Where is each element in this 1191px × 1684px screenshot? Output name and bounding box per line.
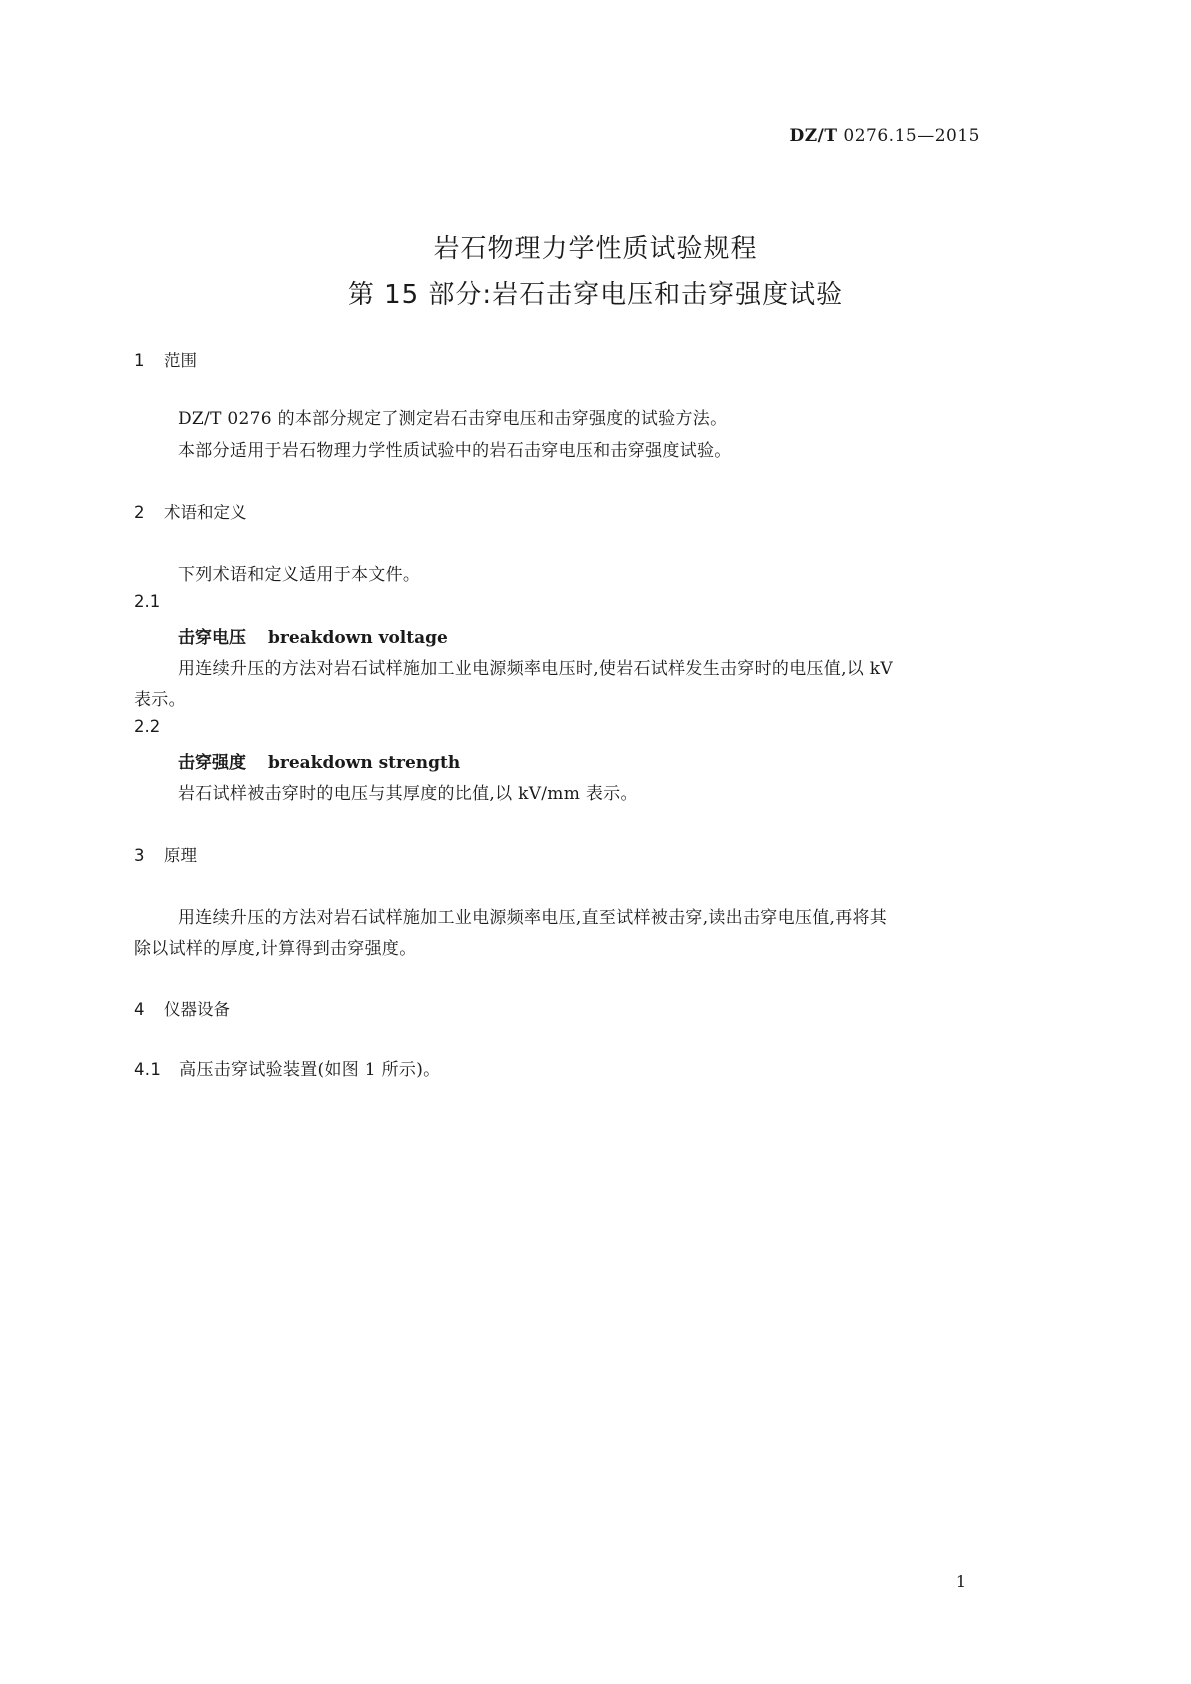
section-2-intro: 下列术语和定义适用于本文件。 <box>178 565 421 585</box>
section-1-paragraph-2: 本部分适用于岩石物理力学性质试验中的岩石击穿电压和击穿强度试验。 <box>178 441 732 461</box>
section-1-heading <box>134 347 197 371</box>
section-number: 3 <box>134 846 145 865</box>
section-title: 原理 <box>164 846 197 865</box>
section-title: 术语和定义 <box>164 503 247 522</box>
term-2-1-definition: 用连续升压的方法对岩石试样施加工业电源频率电压时,使岩石试样发生击穿时的电压值,以 kV <box>178 659 893 679</box>
section-number: 2 <box>134 503 145 522</box>
standard-code-number: 0276.15—2015 <box>843 126 980 146</box>
section-number: 4 <box>134 1000 145 1019</box>
standard-code-prefix: DZ/T <box>789 126 838 146</box>
document-title: 岩石物理力学性质试验规程 <box>433 234 758 264</box>
standard-code <box>790 126 981 146</box>
term-zh: 击穿电压 <box>178 628 246 648</box>
section-1-paragraph-1: DZ/T 0276 的本部分规定了测定岩石击穿电压和击穿强度的试验方法。 <box>178 409 728 429</box>
section-3-paragraph: 用连续升压的方法对岩石试样施加工业电源频率电压,直至试样被击穿,读出击穿电压值,再将其 <box>178 908 888 928</box>
term-2-1 <box>178 623 448 648</box>
section-3-paragraph-cont: 除以试样的厚度,计算得到击穿强度。 <box>134 939 417 959</box>
term-2-2-number: 2.2 <box>134 717 161 736</box>
section-3-heading <box>134 842 197 866</box>
section-title: 范围 <box>164 351 197 370</box>
page-number: 1 <box>955 1572 966 1591</box>
document-subtitle: 第 15 部分:岩石击穿电压和击穿强度试验 <box>347 280 844 310</box>
term-2-1-number: 2.1 <box>134 592 161 611</box>
item-text: 高压击穿试验装置(如图 1 所示)。 <box>179 1060 441 1080</box>
term-en: breakdown strength <box>268 753 461 773</box>
item-number: 4.1 <box>134 1060 162 1079</box>
term-en: breakdown voltage <box>268 628 448 648</box>
term-2-1-definition-cont: 表示。 <box>134 690 186 710</box>
section-4-heading <box>134 996 230 1020</box>
item-4-1 <box>134 1055 440 1080</box>
term-2-2-definition: 岩石试样被击穿时的电压与其厚度的比值,以 kV/mm 表示。 <box>178 784 638 804</box>
term-zh: 击穿强度 <box>178 753 246 773</box>
term-2-2 <box>178 748 460 773</box>
section-2-heading <box>134 499 247 523</box>
section-number: 1 <box>134 351 145 370</box>
section-title: 仪器设备 <box>164 1000 230 1019</box>
